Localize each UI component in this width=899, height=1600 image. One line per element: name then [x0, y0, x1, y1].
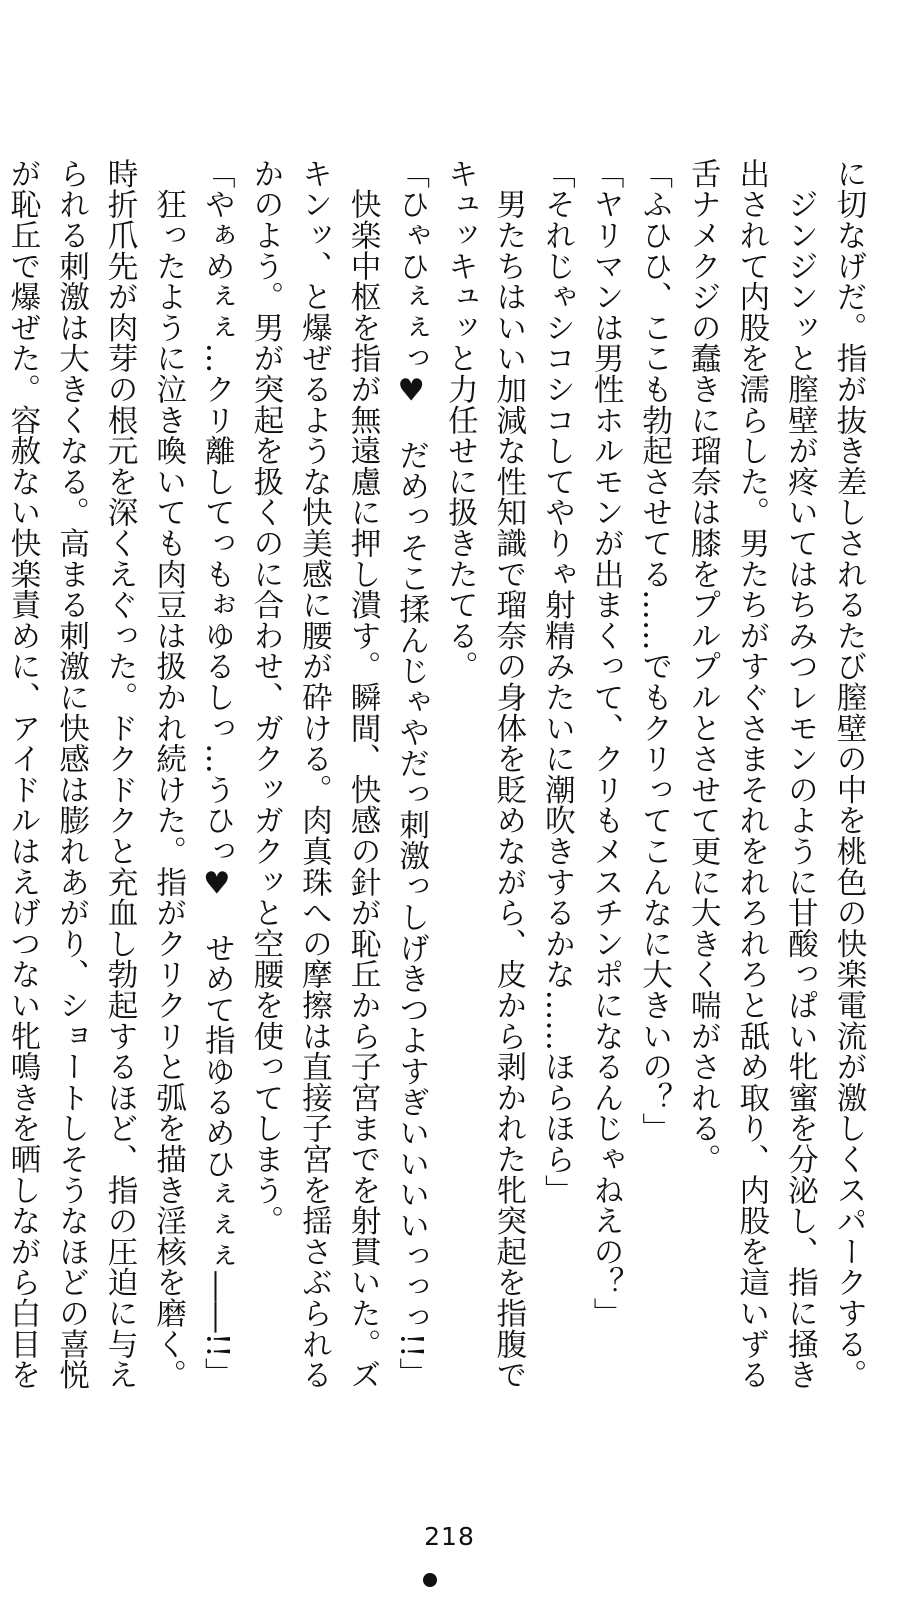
text-line: 「ふひひ、ここも勃起させてる……でもクリってこんなに大きいの？」	[636, 158, 672, 1144]
text-line: かのよう。男が突起を扱くのに合わせ、ガクッガクッと空腰を使ってしまう。	[247, 158, 283, 1236]
text-line: 「ひゃひぇぇっ♥ だめっそこ揉んじゃやだっ刺激っしげきつよすぎいいいいっっっ!!」	[393, 158, 429, 1389]
page-number: 218	[424, 1522, 475, 1551]
vertical-text-body	[0, 158, 872, 1390]
page-marker-dot-icon	[423, 1573, 437, 1587]
text-line: キュッキュッと力任せに扱きたてる。	[442, 158, 478, 682]
text-line: 「それじゃシコシコしてやりゃ射精みたいに潮吹きするかな……ほらほら」	[539, 158, 575, 1206]
text-line: が恥丘で爆ぜた。容赦ない快楽責めに、アイドルはえげつない牝鳴きを晒しながら白目を	[4, 158, 40, 1390]
text-line: 快楽中枢を指が無遠慮に押し潰す。瞬間、快感の針が恥丘から子宮までを射貫いた。ズ	[345, 158, 381, 1390]
text-line: 出されて内股を濡らした。男たちがすぐさまそれをれろれろと舐め取り、内股を這いずる	[733, 158, 769, 1390]
text-line: 「やぁめぇぇ…クリ離してっもぉゆるしっ…うひっ♥ せめて指ゆるめひぇぇぇ――!!」	[199, 158, 235, 1389]
text-line: られる刺激は大きくなる。高まる刺激に快感は膨れあがり、ショートしそうなほどの喜悦	[53, 158, 89, 1390]
text-line: 「ヤリマンは男性ホルモンが出まくって、クリもメスチンポになるんじゃねえの？」	[588, 158, 624, 1329]
text-line: 時折爪先が肉芽の根元を深くえぐった。ドクドクと充血し勃起するほど、指の圧迫に与え	[102, 158, 138, 1390]
text-line: キンッ、と爆ぜるような快美感に腰が砕ける。肉真珠への摩擦は直接子宮を揺さぶられる	[296, 158, 332, 1390]
text-line: 男たちはいい加減な性知識で瑠奈の身体を貶めながら、皮から剥かれた牝突起を指腹で	[490, 158, 526, 1390]
text-line: 狂ったように泣き喚いても肉豆は扱かれ続けた。指がクリクリと弧を描き淫核を磨く。	[150, 158, 186, 1390]
text-line: 舌ナメクジの蠢きに瑠奈は膝をプルプルとさせて更に大きく喘がされる。	[685, 158, 721, 1175]
text-line: に切なげだ。指が抜き差しされるたび膣壁の中を桃色の快楽電流が激しくスパークする。	[831, 158, 866, 1390]
text-line: ジンジンッと膣壁が疼いてはちみつレモンのように甘酸っぱい牝蜜を分泌し、指に掻き	[782, 158, 818, 1390]
